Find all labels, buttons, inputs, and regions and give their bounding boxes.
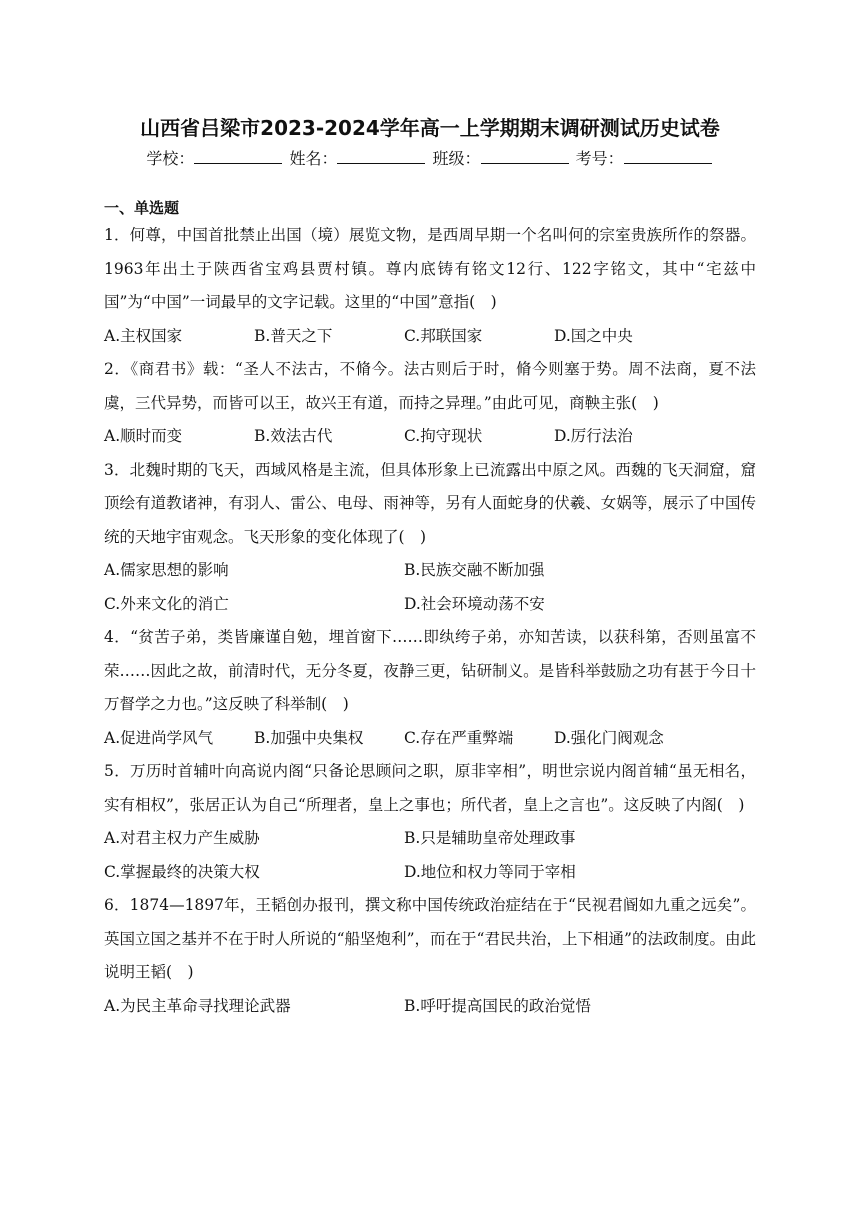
- option-c[interactable]: C.拘守现状: [404, 427, 483, 445]
- exam-number-label: 考号：: [575, 149, 624, 168]
- question-2-text: 2．《商君书》载：“圣人不法古，不脩今。法古则后于时，脩今则塞于势。周不法商，夏不法虞，三代异势，而皆可以王，故兴王有道，而持之异理。”由此可见，商鞅主张( ): [104, 360, 756, 412]
- question-6-options-row-1: [104, 990, 756, 1024]
- option-d[interactable]: D.社会环境动荡不安: [404, 594, 545, 613]
- question-list: [104, 219, 756, 1023]
- option-a[interactable]: A.主权国家: [104, 326, 183, 345]
- class-label: 班级：: [432, 149, 481, 168]
- student-info-line: [0, 146, 860, 169]
- option-b[interactable]: B.加强中央集权: [254, 728, 364, 747]
- option-c[interactable]: C.外来文化的消亡: [104, 594, 229, 613]
- class-blank[interactable]: [481, 149, 569, 164]
- option-c[interactable]: C.存在严重弊端: [404, 728, 514, 747]
- name-label: 姓名：: [289, 149, 338, 168]
- question-3-options-row-2: [104, 588, 756, 622]
- school-label: 学校：: [146, 149, 195, 168]
- option-d[interactable]: D.强化门阀观念: [554, 728, 664, 747]
- option-a[interactable]: A.顺时而变: [104, 427, 183, 445]
- option-b[interactable]: B.民族交融不断加强: [404, 561, 545, 579]
- question-2-options: [104, 420, 756, 454]
- option-d[interactable]: D.厉行法治: [554, 427, 633, 445]
- option-c[interactable]: C.掌握最终的决策大权: [104, 862, 260, 881]
- option-b[interactable]: B.只是辅助皇帝处理政事: [404, 829, 576, 847]
- question-6-text: 6．1874—1897年，王韬创办报刊，撰文称中国传统政治症结在于“民视君阍如九重之远矣”。英国立国之基并不在于时人所说的“船坚炮利”，而在于“君民共治，上下相通”的法政制度。由此说明王韬( ): [104, 896, 756, 981]
- school-blank[interactable]: [194, 149, 282, 164]
- option-a[interactable]: A.对君主权力产生威胁: [104, 829, 260, 847]
- option-b[interactable]: B.效法古代: [254, 427, 333, 445]
- question-5-options-row-1: [104, 822, 756, 856]
- option-a[interactable]: A.儒家思想的影响: [104, 561, 229, 579]
- question-1-text: 1．何尊，中国首批禁止出国（境）展览文物，是西周早期一个名叫何的宗室贵族所作的祭器。1963年出土于陕西省宝鸡县贾村镇。尊内底铸有铭文12行、122字铭文，其中“宅兹中国”为“中国”一词最早的文字记载。这里的“中国”意指( ): [104, 226, 756, 311]
- question-3-text: 3．北魏时期的飞天，西域风格是主流，但具体形象上已流露出中原之风。西魏的飞天洞窟，窟顶绘有道教诸神，有羽人、雷公、电母、雨神等，另有人面蛇身的伏羲、女娲等，展示了中国传统的天地宇宙观念。飞天形象的变化体现了( ): [104, 460, 756, 546]
- question-3-options-row-1: [104, 554, 756, 588]
- option-d[interactable]: D.地位和权力等同于宰相: [404, 862, 576, 881]
- page-title: 山西省吕梁市2023-2024学年高一上学期期末调研测试历史试卷: [140, 116, 720, 140]
- question-5-text: 5．万历时首辅叶向高说内阁“只备论思顾问之职，原非宰相”，明世宗说内阁首辅“虽无相名，实有相权”，张居正认为自己“所理者，皇上之事也；所代者，皇上之言也”。这反映了内阁( ): [104, 762, 756, 814]
- option-a[interactable]: A.促进尚学风气: [104, 728, 214, 747]
- question-4-text: 4．“贫苦子弟，类皆廉谨自勉，埋首窗下……即纨绔子弟，亦知苦读，以获科第，否则虽富不荣……因此之故，前清时代，无分冬夏，夜静三更，钻研制义。是皆科举鼓励之功有甚于今日十万督学之力也。”这反映了科举制( ): [104, 628, 756, 713]
- name-blank[interactable]: [337, 149, 425, 164]
- question-4-options: [104, 722, 756, 756]
- option-a[interactable]: A.为民主革命寻找理论武器: [104, 996, 291, 1015]
- question-5-options-row-2: [104, 856, 756, 890]
- exam-number-blank[interactable]: [624, 149, 712, 164]
- option-b[interactable]: B.呼吁提高国民的政治觉悟: [404, 996, 591, 1015]
- option-c[interactable]: C.邦联国家: [404, 326, 483, 345]
- section-heading: 一、单选题: [104, 199, 180, 217]
- option-b[interactable]: B.普天之下: [254, 326, 333, 345]
- question-1-options: [104, 320, 756, 354]
- option-d[interactable]: D.国之中央: [554, 326, 633, 345]
